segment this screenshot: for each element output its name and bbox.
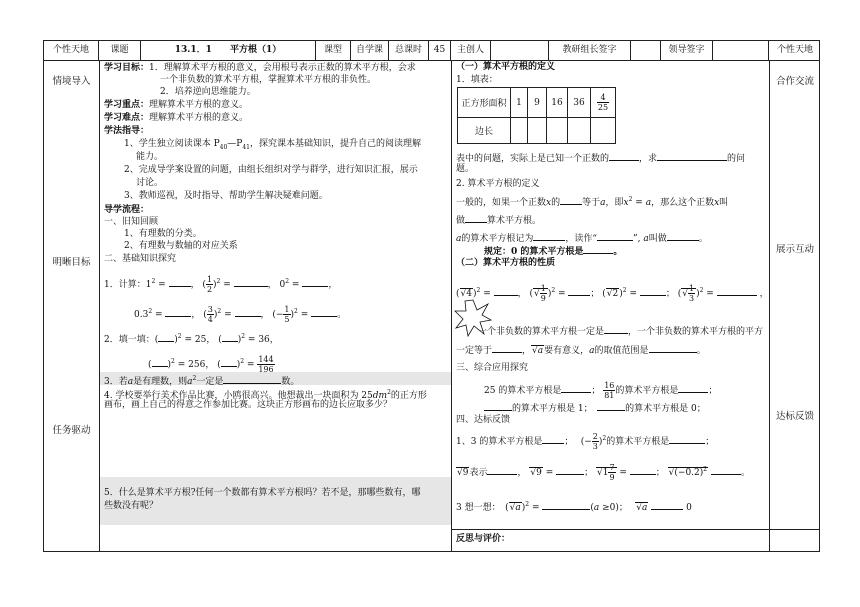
header-cell: 个性天地 [44, 41, 99, 60]
header-cell: 教研组长签字 [549, 41, 631, 60]
side-label: 达标反馈 [775, 411, 814, 422]
header-row [44, 41, 819, 61]
header-cell: 自学课 [351, 41, 389, 60]
header-cell [713, 41, 769, 60]
side-label: 情境导入 [52, 76, 91, 87]
header-cell [491, 41, 549, 60]
header-cell [631, 41, 661, 60]
header-cell: 主创人 [451, 41, 491, 60]
header-cell: 45 [429, 41, 451, 60]
square-table: 正方形面积 1 9 16 36 $\frac{4}{25}$ 边长 [457, 87, 616, 144]
header-cell: 个性天地 [776, 45, 813, 55]
header-cell: 领导签字 [661, 41, 713, 60]
side-label: 明晰目标 [52, 257, 91, 268]
lesson-plan-table: 个性天地 课题 13.1．1 平方根（1） 课型 自学课 总课时 45 主创人 教研组长签字 领导签字 个性天地 情境导入 明晰目标 任务驱动 合作交流 展示互动 达标反馈 学习目标：1．理解算术平方根的意义，会用根号表示正数的算术平方根，会求 一个非负数的算术平方根，掌握算术平方根的非负性。 2．培养逆向思维能力。 学习重点：理解算术平方根的意义。 学习难点：理解算术平方根的意义。 学法指导： 1、学生独立阅读课本 $P_{40}—P_{41}$，探究课本基础知识，提升自己的阅读理解 能力。 2、完成导学案设置的问题，由组长组织对学与群学，进行知识汇报，展示 讨论。 3、教师巡视，及时指导、帮助学生解决疑难问题。 导学流程： 一、旧知回顾 1、有理数的分类。 2、有理数与数轴的对应关系 二、基础知识探究 1．计算：$1^2$ = ， ( $\frac{1}{2}$ )$^2$ = ， $0^2$ = ， $0.3^2$ = ， ( $\frac{3}{4}$ )$^2$ = ， (− $\frac{1}{5}$ )$^2$ = 。 2．填一填：( )$^2$ = 25， ( )$^2$ = 36， ( )$^2$ = 256， ( )$^2$ = $\frac{144}{196}$ 3．若a是有理数，则$a^2$一定是 数。 4. 学校要举行美术作品比赛，小鸥很高兴。他想裁出一块面积为 $25dm^2$的正方形 画布，画上自己的得意之作参加比赛。这块正方形画布的边长应取多少？ 5．什么是算术平方根?任何一个数都有算术平方根吗？若不是，那哪些数有，哪 些数没有呢？ （一）算术平方根的定义 1．填表： 正方形面积 1 9 16 36 $\frac{4}{25}$ 边长 表中的问题，实际上是已知一个正数的 ，求 的问 题。 2. 算术平方根的定义 一般的，如果一个正数x的 等于a，即$x^2 = a$，那么这个正数x叫 做 算术平方根。 a的算术平方根记为 ，读作“ ”, a叫做 。 规定：0 的算术平方根是 。 （二）算术平方根的性质 $(√4)^2$ = ， (√ $\frac{1}{9}$ )$^2$ = ； $(√2)^2$ = ； (√ $\frac{1}{3}$ )$^2$ = ， 一个非负数的算术平方根一定是 ，一个非负数的算术平方根的平方 一定等于 ，√a要有意义，a的取值范围是 。 三、综合应用探究 25 的算术平方根是 ； $\frac{16}{81}$ 的算术平方根是 ； 的算术平方根是 1； 的算术平方根是 0； 四、达标反馈 1、3 的算术平方根是 ； (− $\frac{2}{3}$ )$^2$的算术平方根是 ； √9表示 ， √9 = ； √1 $\frac{7}{9}$ = ； $√(-0.2)^2$ 。 3 想一想： $(√a)^2 = (a \ge 0)$； √a 0 反思与评价： [43, 40, 820, 552]
side-label: 合作交流 [775, 76, 814, 87]
header-cell: 总课时 [389, 41, 429, 60]
side-label: 任务驱动 [52, 425, 91, 436]
header-cell: 课型 [316, 41, 351, 60]
lesson-title: 13.1．1 平方根（1） [141, 41, 316, 60]
reflection-row: 反思与评价： [451, 529, 819, 554]
header-cell: 课题 [99, 41, 141, 60]
side-label: 展示互动 [775, 244, 814, 255]
